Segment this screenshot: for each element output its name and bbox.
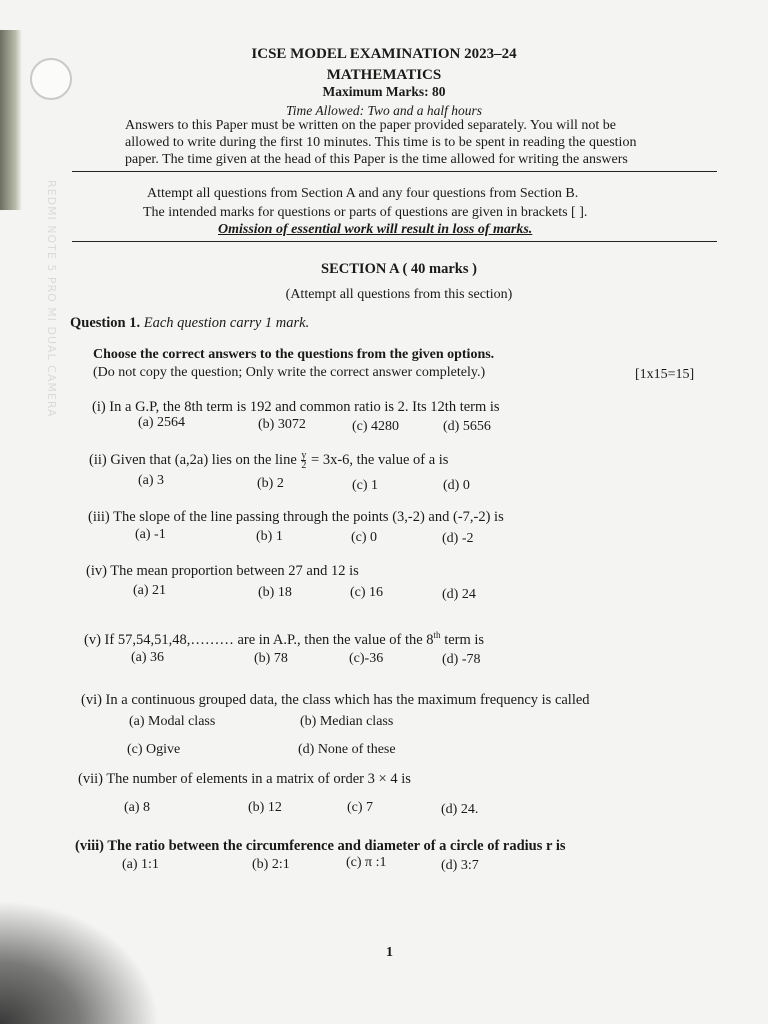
option-iii-a: (a) -1 — [135, 527, 166, 542]
question-v-stem-post: term is — [440, 631, 485, 648]
option-viii-a: (a) 1:1 — [122, 857, 159, 872]
option-iii-c: (c) 0 — [351, 530, 378, 545]
question-item-vii: (vii) The number of elements in a matrix of order 3 × 4 is — [78, 771, 411, 787]
option-i-b: (b) 3072 — [258, 417, 306, 432]
question-item-vi: (vi) In a continuous grouped data, the class which has the maximum frequency is called — [81, 692, 590, 708]
divider-1 — [72, 171, 717, 172]
question-item-v — [84, 630, 484, 649]
option-ii-b: (b) 2 — [257, 476, 284, 491]
option-v-d: (d) -78 — [442, 652, 481, 667]
instruction-line-1: Answers to this Paper must be written on the paper provided separately. You will not be — [125, 118, 616, 133]
option-vii-c: (c) 7 — [347, 800, 374, 815]
fraction-y-over-2 — [301, 451, 306, 470]
question-ii-stem-post: = 3x-6, the value of a is — [311, 451, 449, 468]
option-iii-d: (d) -2 — [442, 531, 474, 546]
instruction-line-5: The intended marks for questions or parts of questions are given in brackets [ ]. — [143, 205, 588, 220]
option-i-d: (d) 5656 — [443, 419, 491, 434]
section-title: SECTION A ( 40 marks ) — [321, 261, 477, 277]
divider-2 — [72, 241, 717, 242]
question-v-stem-pre: (v) If 57,54,51,48,……… are in A.P., then the value of the 8 — [84, 631, 434, 648]
option-ii-a: (a) 3 — [138, 473, 165, 488]
option-ii-c: (c) 1 — [352, 478, 379, 493]
question-item-viii: (viii) The ratio between the circumference and diameter of a circle of radius r is — [75, 838, 566, 854]
subject-title: MATHEMATICS — [326, 67, 442, 83]
option-v-a: (a) 36 — [131, 650, 165, 665]
option-iv-b: (b) 18 — [258, 585, 292, 600]
option-vi-a: (a) Modal class — [129, 714, 216, 729]
option-i-c: (c) 4280 — [352, 419, 400, 434]
option-vi-d: (d) None of these — [298, 742, 396, 757]
question-ii-stem-pre: (ii) Given that (a,2a) lies on the line — [89, 451, 297, 468]
option-iv-a: (a) 21 — [133, 583, 167, 598]
section-subtitle: (Attempt all questions from this section) — [285, 287, 513, 302]
choose-instruction: Choose the correct answers to the questions from the given options. — [93, 347, 495, 362]
option-v-c: (c)-36 — [349, 651, 384, 666]
fraction-denominator: 2 — [301, 460, 307, 471]
marks-bracket: [1x15=15] — [635, 367, 695, 382]
time-allowed: Time Allowed: Two and a half hours — [285, 103, 483, 118]
question-v-superscript: th — [433, 630, 441, 640]
question-item-iv: (iv) The mean proportion between 27 and 12 is — [86, 563, 359, 579]
option-i-a: (a) 2564 — [138, 415, 186, 430]
option-v-b: (b) 78 — [254, 651, 288, 666]
max-marks: Maximum Marks: 80 — [322, 84, 446, 99]
option-iv-c: (c) 16 — [350, 585, 384, 600]
instruction-line-3: paper. The time given at the head of this Paper is the time allowed for writing the answers — [125, 152, 628, 167]
fraction-numerator: y — [301, 450, 307, 461]
option-vii-b: (b) 12 — [248, 800, 282, 815]
option-vii-d: (d) 24. — [441, 802, 479, 817]
scan-shadow-bottom-left — [0, 900, 160, 1024]
option-vi-b: (b) Median class — [300, 714, 394, 729]
question-item-iii: (iii) The slope of the line passing through the points (3,-2) and (-7,-2) is — [88, 509, 504, 525]
option-vi-c: (c) Ogive — [127, 742, 181, 757]
option-viii-d: (d) 3:7 — [441, 858, 479, 873]
instruction-line-4: Attempt all questions from Section A and any four questions from Section B. — [147, 186, 579, 201]
option-viii-b: (b) 2:1 — [252, 857, 290, 872]
option-iv-d: (d) 24 — [442, 587, 476, 602]
camera-watermark: REDMI NOTE 5 PRO MI DUAL CAMERA — [45, 180, 58, 418]
donot-copy-instruction: (Do not copy the question; Only write the correct answer completely.) — [93, 365, 486, 380]
instruction-line-2: allowed to write during the first 10 minutes. This time is to be spent in reading the question — [125, 135, 637, 150]
option-viii-c: (c) π :1 — [346, 855, 387, 870]
question-1-note: Each question carry 1 mark. — [143, 315, 310, 331]
option-ii-d: (d) 0 — [443, 478, 470, 493]
page-number: 1 — [386, 945, 393, 960]
question-1-label: Question 1. — [70, 315, 141, 331]
option-vii-a: (a) 8 — [124, 800, 151, 815]
question-item-i: (i) In a G.P, the 8th term is 192 and common ratio is 2. Its 12th term is — [92, 399, 500, 415]
option-iii-b: (b) 1 — [256, 529, 283, 544]
question-item-ii — [89, 451, 448, 470]
instruction-line-6: Omission of essential work will result in loss of marks. — [218, 222, 533, 237]
question-1-heading — [70, 315, 309, 332]
exam-title: ICSE MODEL EXAMINATION 2023–24 — [251, 46, 517, 62]
